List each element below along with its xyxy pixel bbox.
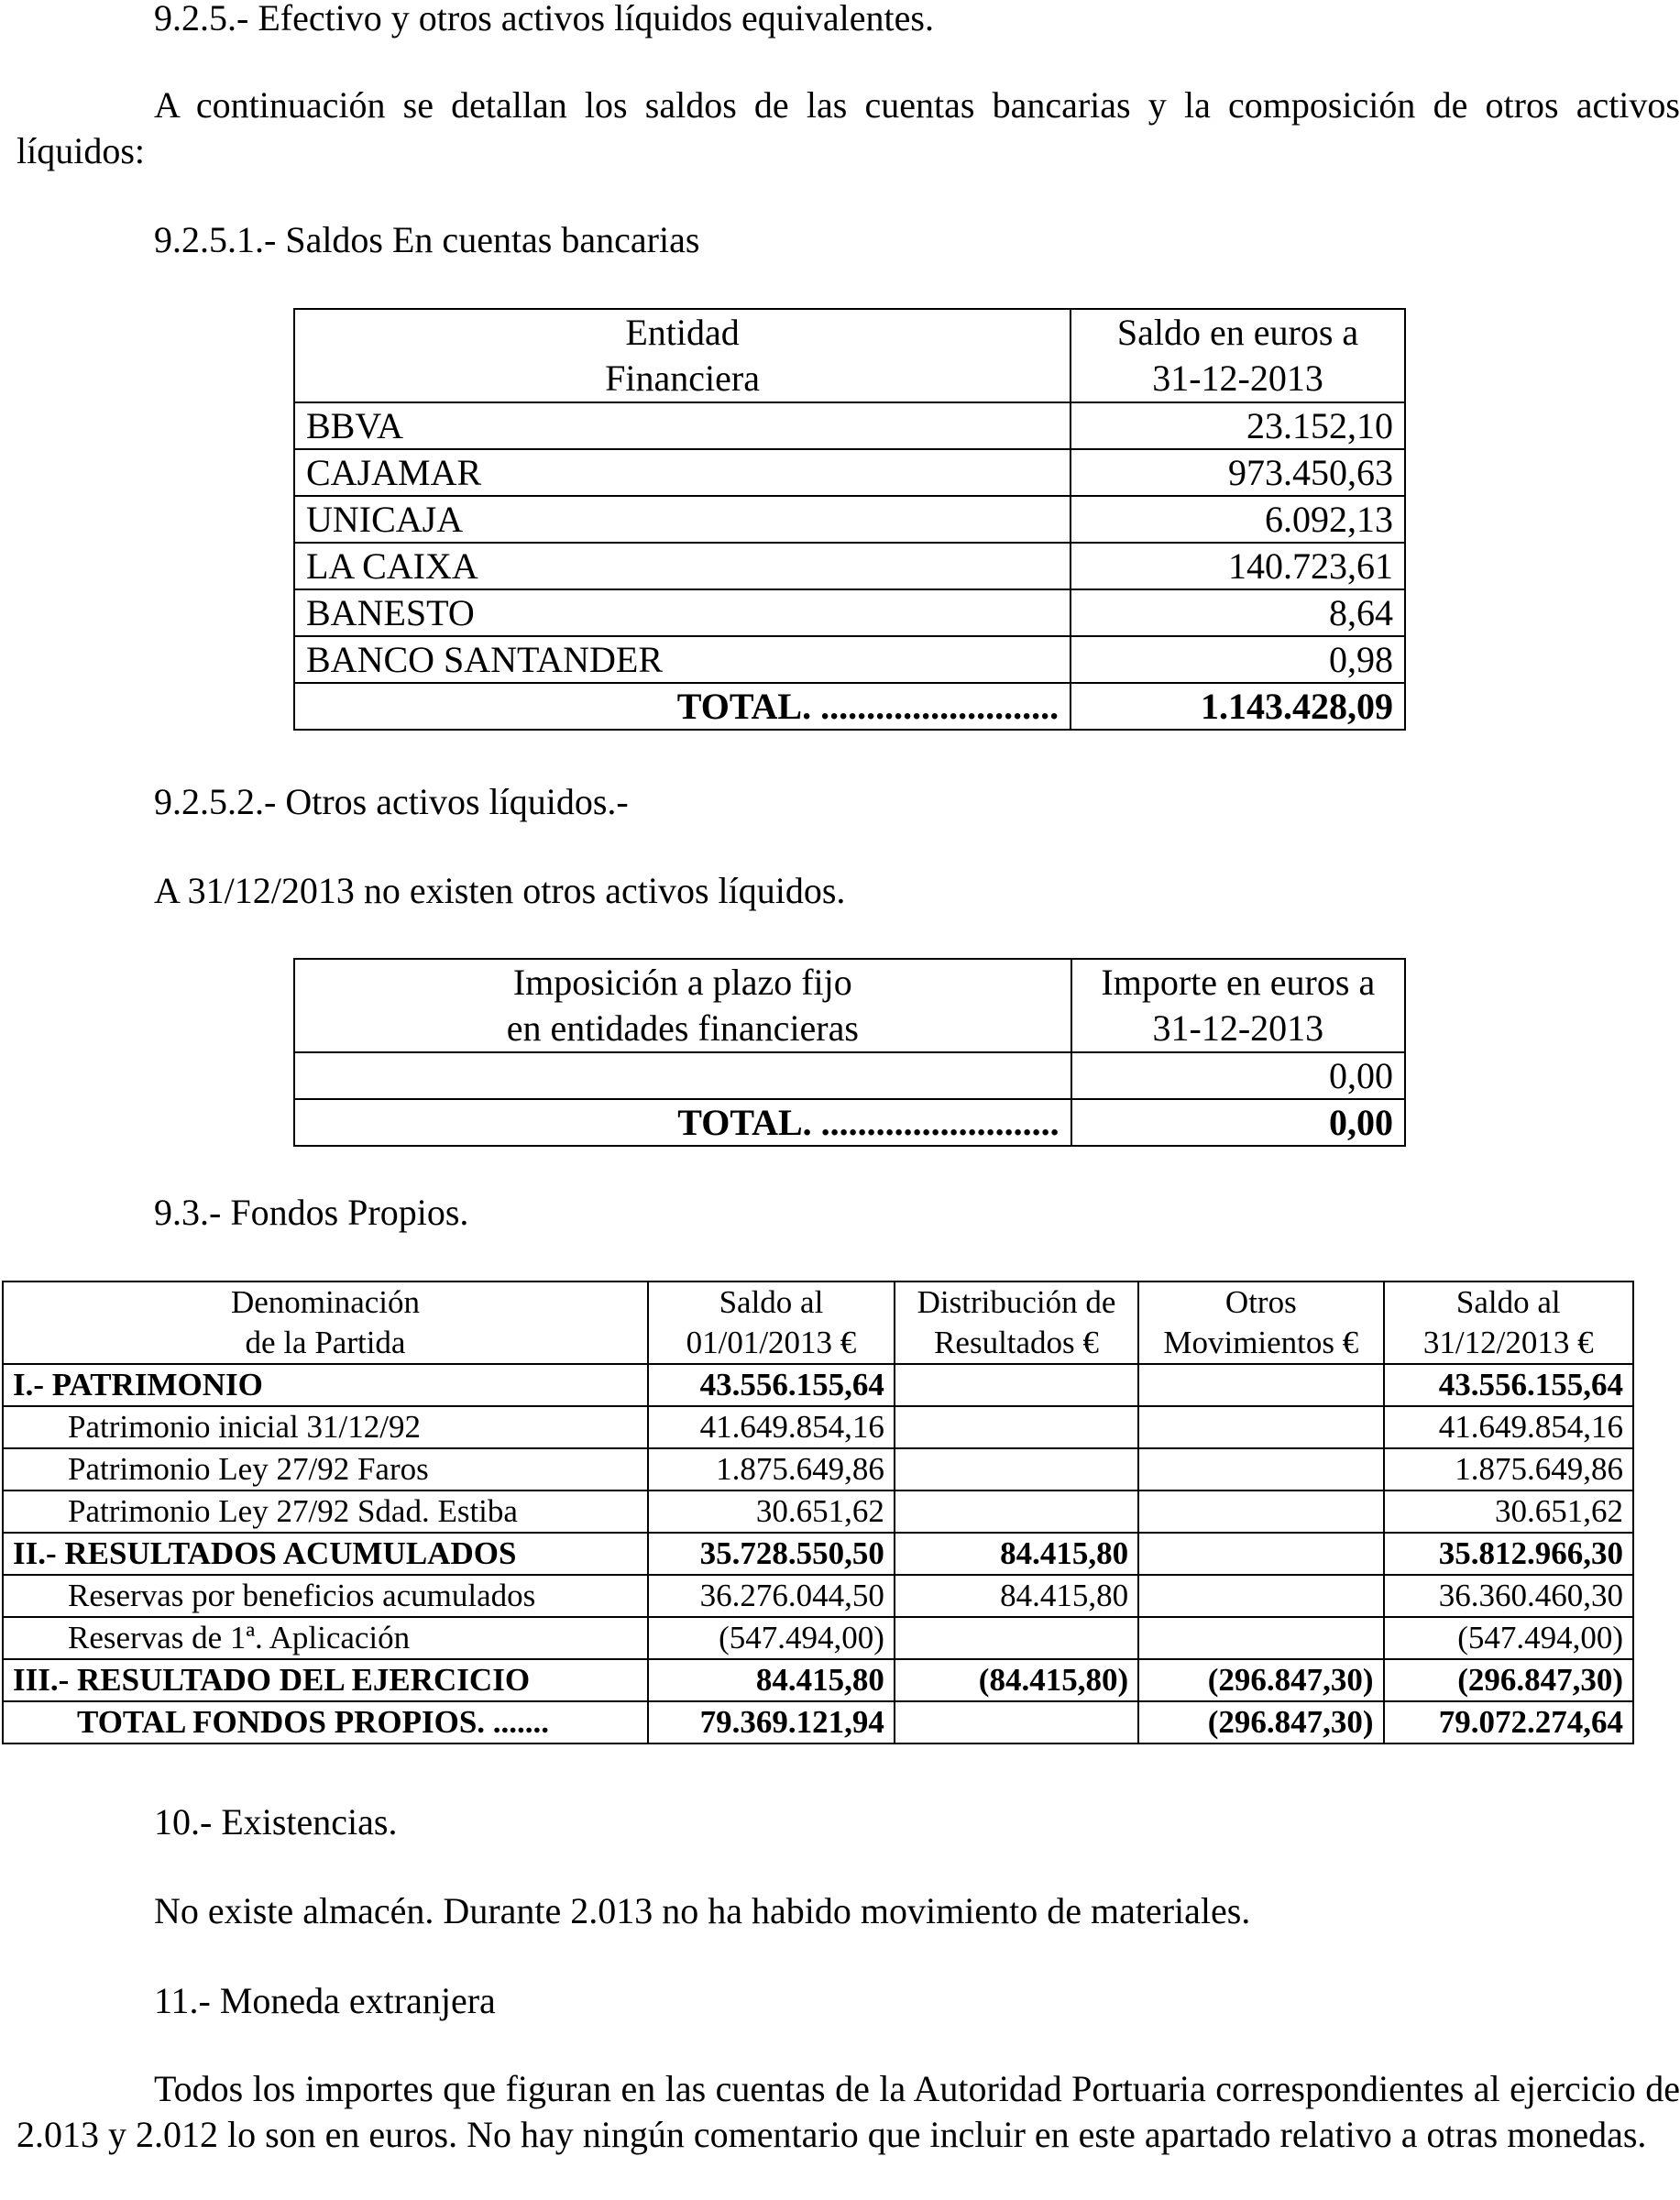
row-saldo-inicial: 41.649.854,16 — [648, 1406, 895, 1448]
table-total-row — [3, 1701, 1633, 1744]
header-otros-movimientos — [1138, 1282, 1383, 1364]
table-row — [294, 449, 1405, 496]
header-denominacion — [3, 1282, 648, 1364]
bank-amount: 23.152,10 — [1071, 402, 1405, 449]
intro-paragraph: A continuación se detallan los saldos de las cuentas bancarias y la composición de otros activos líquidos: — [16, 84, 1680, 171]
fixed-deposit-table — [293, 958, 1406, 1147]
bank-name: BANESTO — [294, 589, 1071, 636]
header-saldo-inicial — [648, 1282, 895, 1364]
row-otros — [1138, 1490, 1383, 1533]
row-distribucion — [895, 1490, 1138, 1533]
table-header-row — [294, 959, 1405, 1052]
row-distribucion: 84.415,80 — [895, 1575, 1138, 1617]
total-distribucion — [895, 1701, 1138, 1744]
row-saldo-inicial: 35.728.550,50 — [648, 1533, 895, 1575]
table-row — [294, 496, 1405, 543]
header-amount-line1: Importe en euros a — [1101, 962, 1376, 1003]
row-otros — [1138, 1575, 1383, 1617]
bank-amount: 6.092,13 — [1071, 496, 1405, 543]
header-line: Denominación — [230, 1284, 421, 1320]
header-balance — [1071, 309, 1405, 402]
row-label: II.- RESULTADOS ACUMULADOS — [3, 1533, 648, 1575]
total-saldo-final: 79.072.274,64 — [1384, 1701, 1633, 1744]
bank-name: LA CAIXA — [294, 543, 1071, 589]
existencias-text: No existe almacén. Durante 2.013 no ha habido movimiento de materiales. — [154, 1890, 1251, 1931]
header-distribucion — [895, 1282, 1138, 1364]
header-line: Saldo al — [1455, 1284, 1561, 1320]
header-line: Otros — [1224, 1284, 1297, 1320]
deposit-amount: 0,00 — [1071, 1052, 1405, 1099]
total-label: TOTAL. .......................... — [294, 1099, 1071, 1146]
table-row — [294, 636, 1405, 683]
table-row — [3, 1364, 1633, 1406]
row-label: I.- PATRIMONIO — [3, 1364, 648, 1406]
row-otros — [1138, 1533, 1383, 1575]
row-label: Patrimonio inicial 31/12/92 — [3, 1406, 648, 1448]
header-line: Resultados € — [934, 1325, 1099, 1360]
row-label: Reservas por beneficios acumulados — [3, 1575, 648, 1617]
table-row — [3, 1575, 1633, 1617]
header-line: 31/12/2013 € — [1422, 1325, 1594, 1360]
total-amount: 0,00 — [1071, 1099, 1405, 1146]
header-amount — [1071, 959, 1405, 1052]
row-label: Patrimonio Ley 27/92 Sdad. Estiba — [3, 1490, 648, 1533]
row-saldo-inicial: (547.494,00) — [648, 1617, 895, 1659]
table-row — [3, 1490, 1633, 1533]
other-assets-note: A 31/12/2013 no existen otros activos líquidos. — [154, 870, 846, 911]
row-distribucion — [895, 1448, 1138, 1490]
bank-name: CAJAMAR — [294, 449, 1071, 496]
header-deposit-line2: en entidades financieras — [506, 1007, 859, 1049]
heading-9-2-5: 9.2.5.- Efectivo y otros activos líquidos equivalentes. — [154, 0, 934, 38]
heading-9-2-5-1: 9.2.5.1.- Saldos En cuentas bancarias — [154, 219, 700, 260]
bank-amount: 0,98 — [1071, 636, 1405, 683]
table-header-row — [3, 1282, 1633, 1364]
row-saldo-inicial: 84.415,80 — [648, 1659, 895, 1701]
row-otros — [1138, 1364, 1383, 1406]
header-line: Movimientos € — [1163, 1325, 1359, 1360]
table-row — [294, 589, 1405, 636]
row-otros — [1138, 1406, 1383, 1448]
row-saldo-inicial: 30.651,62 — [648, 1490, 895, 1533]
table-total-row — [294, 683, 1405, 730]
row-label: Reservas de 1ª. Aplicación — [3, 1617, 648, 1659]
row-label: Patrimonio Ley 27/92 Faros — [3, 1448, 648, 1490]
total-otros: (296.847,30) — [1138, 1701, 1383, 1744]
moneda-paragraph: Todos los importes que figuran en las cuentas de la Autoridad Portuaria correspondientes al ejercicio de 2.013 y 2.012 lo son en euros. No hay ningún comentario que incluir en este apartado relativo a otras monedas. — [16, 2068, 1680, 2155]
header-balance-line2: 31-12-2013 — [1152, 358, 1323, 399]
row-saldo-final: (296.847,30) — [1384, 1659, 1633, 1701]
table-row — [3, 1533, 1633, 1575]
equity-table — [2, 1281, 1634, 1744]
row-label: III.- RESULTADO DEL EJERCICIO — [3, 1659, 648, 1701]
row-otros: (296.847,30) — [1138, 1659, 1383, 1701]
row-saldo-final: (547.494,00) — [1384, 1617, 1633, 1659]
row-saldo-inicial: 36.276.044,50 — [648, 1575, 895, 1617]
table-header-row — [294, 309, 1405, 402]
row-distribucion: 84.415,80 — [895, 1533, 1138, 1575]
heading-11: 11.- Moneda extranjera — [154, 1980, 496, 2021]
table-row — [3, 1617, 1633, 1659]
table-row — [294, 402, 1405, 449]
total-saldo-inicial: 79.369.121,94 — [648, 1701, 895, 1744]
row-saldo-final: 43.556.155,64 — [1384, 1364, 1633, 1406]
heading-9-2-5-2: 9.2.5.2.- Otros activos líquidos.- — [154, 781, 629, 822]
total-label: TOTAL. .......................... — [294, 683, 1071, 730]
bank-name: BANCO SANTANDER — [294, 636, 1071, 683]
row-saldo-inicial: 1.875.649,86 — [648, 1448, 895, 1490]
table-row — [3, 1448, 1633, 1490]
header-line: 01/01/2013 € — [686, 1325, 857, 1360]
header-entity-line1: Entidad — [625, 312, 740, 353]
header-saldo-final — [1384, 1282, 1633, 1364]
row-otros — [1138, 1448, 1383, 1490]
header-entity-line2: Financiera — [605, 358, 760, 399]
bank-balances-table — [293, 308, 1406, 731]
bank-name: BBVA — [294, 402, 1071, 449]
header-line: Saldo al — [719, 1284, 824, 1320]
heading-9-3: 9.3.- Fondos Propios. — [154, 1192, 469, 1233]
total-label: TOTAL FONDOS PROPIOS. ....... — [3, 1701, 648, 1744]
total-amount: 1.143.428,09 — [1071, 683, 1405, 730]
row-saldo-final: 30.651,62 — [1384, 1490, 1633, 1533]
header-entity — [294, 309, 1071, 402]
header-line: de la Partida — [245, 1325, 406, 1360]
row-saldo-inicial: 43.556.155,64 — [648, 1364, 895, 1406]
bank-amount: 8,64 — [1071, 589, 1405, 636]
heading-10: 10.- Existencias. — [154, 1801, 398, 1842]
row-saldo-final: 41.649.854,16 — [1384, 1406, 1633, 1448]
header-deposit — [294, 959, 1071, 1052]
table-row — [3, 1659, 1633, 1701]
row-distribucion: (84.415,80) — [895, 1659, 1138, 1701]
row-saldo-final: 35.812.966,30 — [1384, 1533, 1633, 1575]
header-balance-line1: Saldo en euros a — [1116, 312, 1359, 353]
header-deposit-line1: Imposición a plazo fijo — [512, 962, 852, 1003]
row-distribucion — [895, 1364, 1138, 1406]
row-distribucion — [895, 1406, 1138, 1448]
deposit-name — [294, 1052, 1071, 1099]
table-row — [294, 1052, 1405, 1099]
bank-name: UNICAJA — [294, 496, 1071, 543]
row-saldo-final: 36.360.460,30 — [1384, 1575, 1633, 1617]
bank-amount: 973.450,63 — [1071, 449, 1405, 496]
table-row — [294, 543, 1405, 589]
header-line: Distribución de — [917, 1284, 1116, 1320]
table-row — [3, 1406, 1633, 1448]
header-amount-line2: 31-12-2013 — [1152, 1007, 1324, 1049]
row-otros — [1138, 1617, 1383, 1659]
table-total-row — [294, 1099, 1405, 1146]
row-saldo-final: 1.875.649,86 — [1384, 1448, 1633, 1490]
bank-amount: 140.723,61 — [1071, 543, 1405, 589]
row-distribucion — [895, 1617, 1138, 1659]
